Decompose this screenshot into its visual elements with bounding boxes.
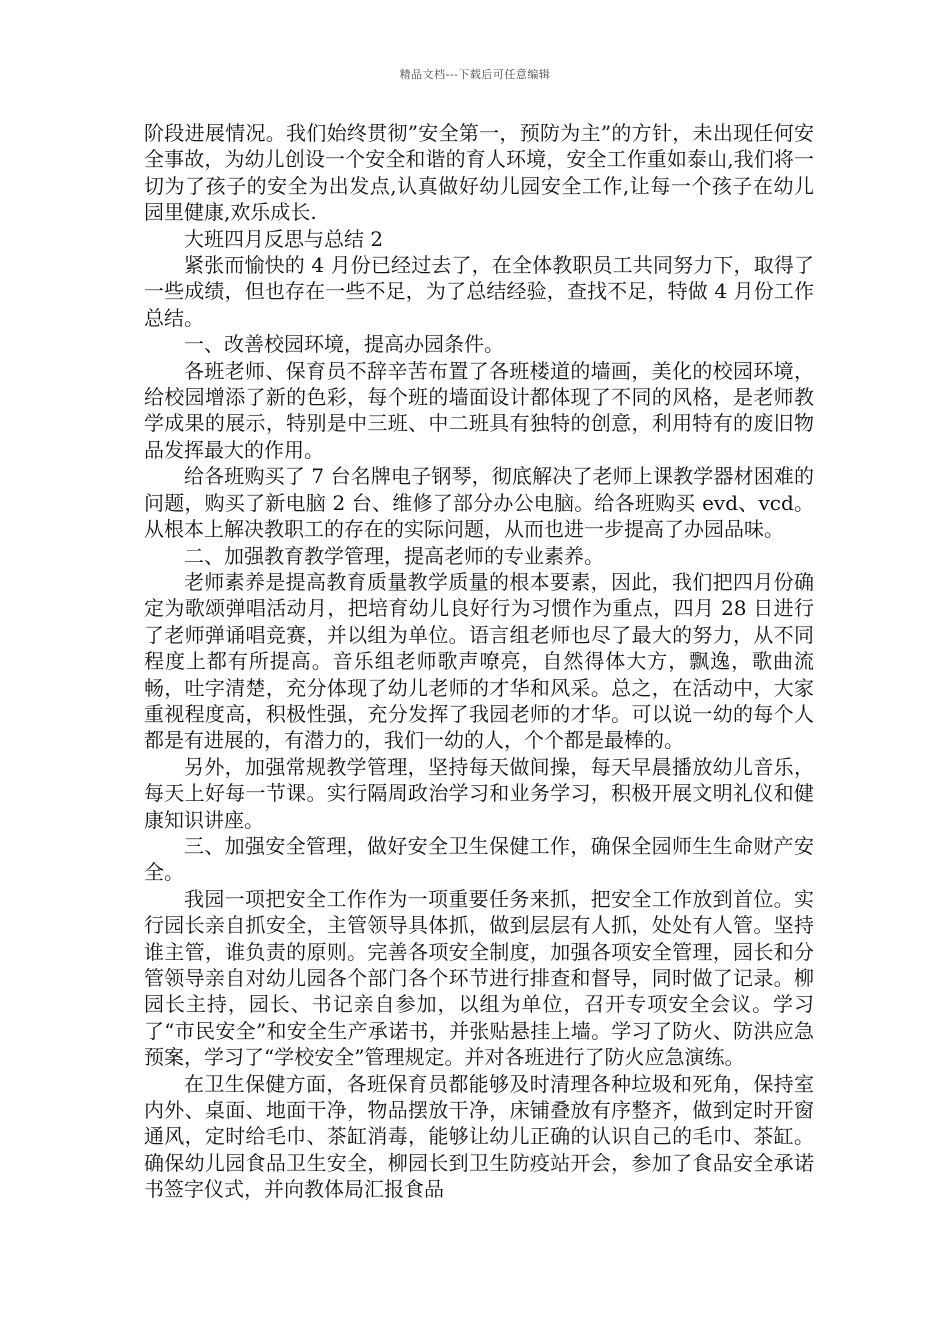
section-heading: 三、加强安全管理，做好安全卫生保健工作，确保全园师生生命财产安全。: [144, 833, 814, 885]
document-body: [144, 120, 814, 1203]
paragraph: 我园一项把安全工作作为一项重要任务来抓，把安全工作放到首位。实行园长亲自抓安全，主管领导具体抓，做到层层有人抓，处处有人管。坚持谁主管，谁负责的原则。完善各项安全制度，加强各项安全管理，园长和分管领导亲自对幼儿园各个部门各个环节进行排查和督导，同时做了记录。柳园长主持，园长、书记亲自参加，以组为单位，召开专项安全会议。学习了“市民安全”和安全生产承诺书，并张贴悬挂上墙。学习了防火、防洪应急预案，学习了“学校安全”管理规定。并对各班进行了防火应急演练。: [144, 886, 814, 1070]
paragraph: 紧张而愉快的 4 月份已经过去了，在全体教职员工共同努力下，取得了一些成绩，但也存在一些不足，为了总结经验，查找不足，特做 4 月份工作总结。: [144, 253, 814, 330]
paragraph: 给各班购买了 7 台名牌电子钢琴，彻底解决了老师上课教学器材困难的问题，购买了新电脑 2 台、维修了部分办公电脑。给各班购买 evd、vcd。从根本上解决教职工的存在的实际问题，从而也进一步提高了办园品味。: [144, 464, 814, 542]
section-heading: 二、加强教育教学管理，提高老师的专业素养。: [184, 543, 604, 568]
page-header: 精品文档---下载后可任意编辑: [399, 68, 551, 81]
paragraph: 在卫生保健方面，各班保育员都能够及时清理各种垃圾和死角，保持室内外、桌面、地面干净，物品摆放干净，床铺叠放有序整齐，做到定时开窗通风，定时给毛巾、茶缸消毒，能够让幼儿正确的认识自己的毛巾、茶缸。确保幼儿园食品卫生安全，柳园长到卫生防疫站开会，参加了食品安全承诺书签字仪式，并向教体局汇报食品: [144, 1071, 814, 1202]
section-title: 大班四月反思与总结 2: [184, 226, 384, 251]
section-heading: 一、改善校园环境，提高办园条件。: [184, 332, 504, 357]
paragraph: 各班老师、保育员不辞辛苦布置了各班楼道的墙画，美化的校园环境，给校园增添了新的色彩，每个班的墙面设计都体现了不同的风格，是老师教学成果的展示，特别是中三班、中二班具有独特的创意，利用特有的废旧物品发挥最大的作用。: [144, 358, 814, 462]
paragraph: 另外，加强常规教学管理，坚持每天做间操，每天早晨播放幼儿音乐，每天上好每一节课。实行隔周政治学习和业务学习，积极开展文明礼仪和健康知识讲座。: [144, 754, 814, 832]
paragraph: 阶段进展情况。我们始终贯彻”安全第一，预防为主”的方针，未出现任何安全事故，为幼儿创设一个安全和谐的育人环境，安全工作重如泰山,我们将一切为了孩子的安全为出发点,认真做好幼儿园安全工作,让每一个孩子在幼儿园里健康,欢乐成长.: [144, 121, 814, 225]
paragraph: 老师素养是提高教育质量教学质量的根本要素，因此，我们把四月份确定为歌颂弹唱活动月，把培育幼儿良好行为习惯作为重点，四月 28 日进行了老师弹诵唱竞赛，并以组为单位。语言组老师也尽了最大的努力，从不同程度上都有所提高。音乐组老师歌声嘹亮，自然得体大方，飘逸，歌曲流畅，吐字清楚，充分体现了幼儿老师的才华和风采。总之，在活动中，大家重视程度高，积极性强，充分发挥了我园老师的才华。可以说一幼的每个人都是有进展的，有潜力的，我们一幼的人，个个都是最棒的。: [144, 569, 814, 753]
